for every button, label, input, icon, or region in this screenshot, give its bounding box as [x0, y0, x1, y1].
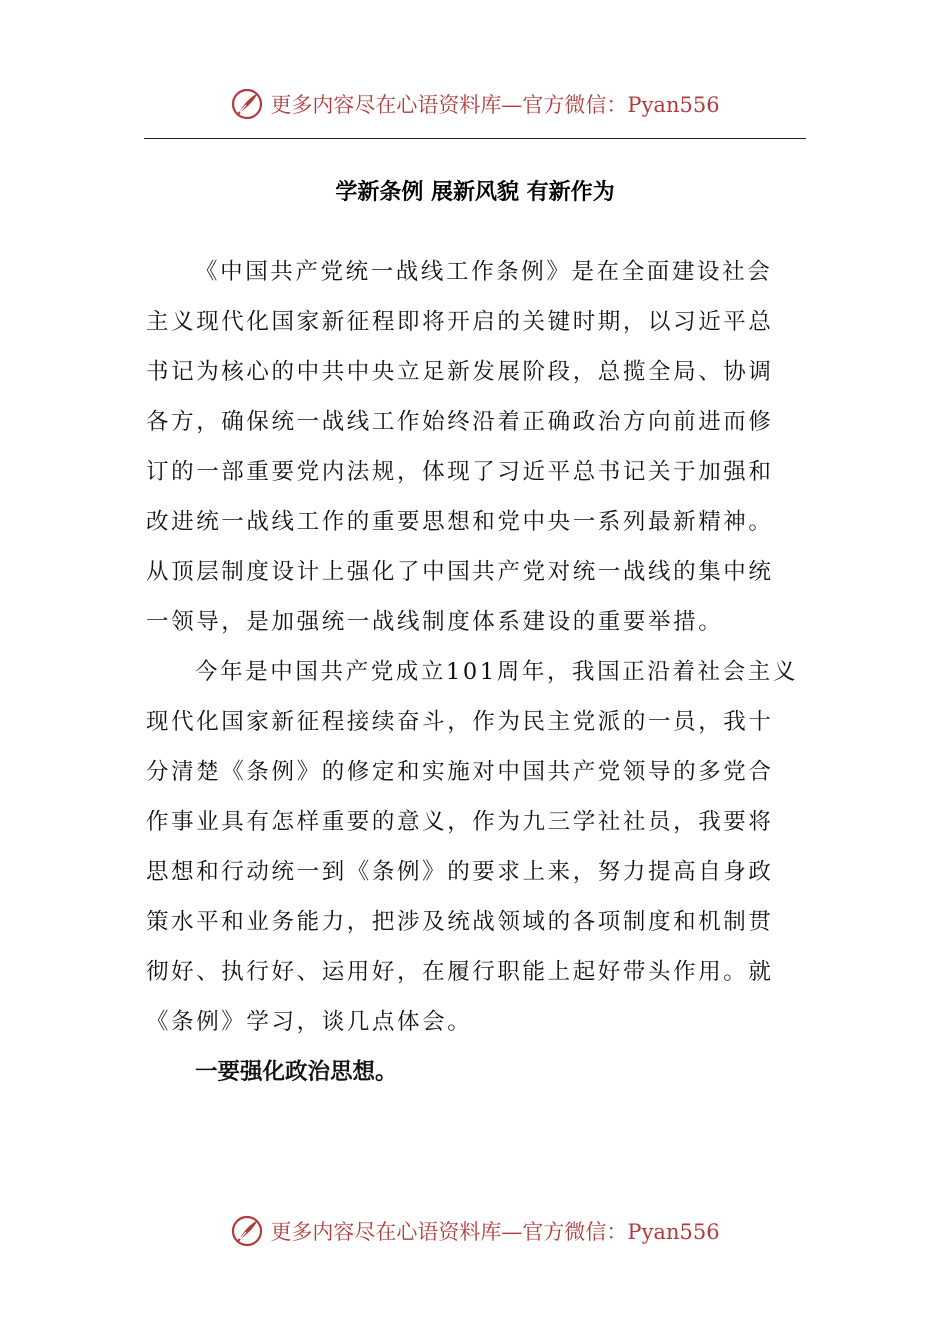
text-line: 各方，确保统一战线工作始终沿着正确政治方向前进而修	[146, 409, 774, 435]
watermark-group	[230, 1214, 719, 1248]
header-watermark	[0, 84, 950, 124]
text-line: 作事业具有怎样重要的意义，作为九三学社社员，我要将	[146, 809, 774, 835]
document-title: 学新条例 展新风貌 有新作为	[335, 180, 615, 205]
text-line: 订的一部重要党内法规，体现了习近平总书记关于加强和	[146, 459, 774, 485]
text-line: 一领导，是加强统一战线制度体系建设的重要举措。	[146, 609, 724, 635]
text-line: 书记为核心的中共中央立足新发展阶段，总揽全局、协调	[146, 359, 774, 385]
text-line: 思想和行动统一到《条例》的要求上来，努力提高自身政	[146, 859, 774, 885]
text-line: 改进统一战线工作的重要思想和党中央一系列最新精神。	[146, 509, 774, 535]
text-line: 分清楚《条例》的修定和实施对中国共产党领导的多党合	[146, 759, 774, 785]
watermark-group	[230, 87, 719, 121]
footer-watermark	[0, 1211, 950, 1251]
text-line: 《条例》学习，谈几点体会。	[146, 1009, 473, 1035]
document-body	[146, 247, 806, 1097]
watermark-text: 更多内容尽在心语资料库—官方微信：Pyan556	[270, 1220, 720, 1244]
text-line: 今年是中国共产党成立101周年，我国正沿着社会主义	[195, 659, 798, 685]
paragraph-1	[146, 247, 806, 647]
section-heading: 一要强化政治思想。	[195, 1059, 398, 1085]
quill-logo-icon	[230, 1214, 264, 1248]
text-line: 主义现代化国家新征程即将开启的关键时期，以习近平总	[146, 309, 774, 335]
text-line: 《中国共产党统一战线工作条例》是在全面建设社会	[195, 259, 773, 285]
quill-logo-icon	[230, 87, 264, 121]
watermark-text: 更多内容尽在心语资料库—官方微信：Pyan556	[270, 93, 720, 117]
text-line: 从顶层制度设计上强化了中国共产党对统一战线的集中统	[146, 559, 774, 585]
paragraph-2	[146, 647, 806, 1047]
text-line: 策水平和业务能力，把涉及统战领域的各项制度和机制贯	[146, 909, 774, 935]
header-divider	[144, 138, 806, 139]
text-line: 彻好、执行好、运用好，在履行职能上起好带头作用。就	[146, 959, 774, 985]
text-line: 现代化国家新征程接续奋斗，作为民主党派的一员，我十	[146, 709, 774, 735]
